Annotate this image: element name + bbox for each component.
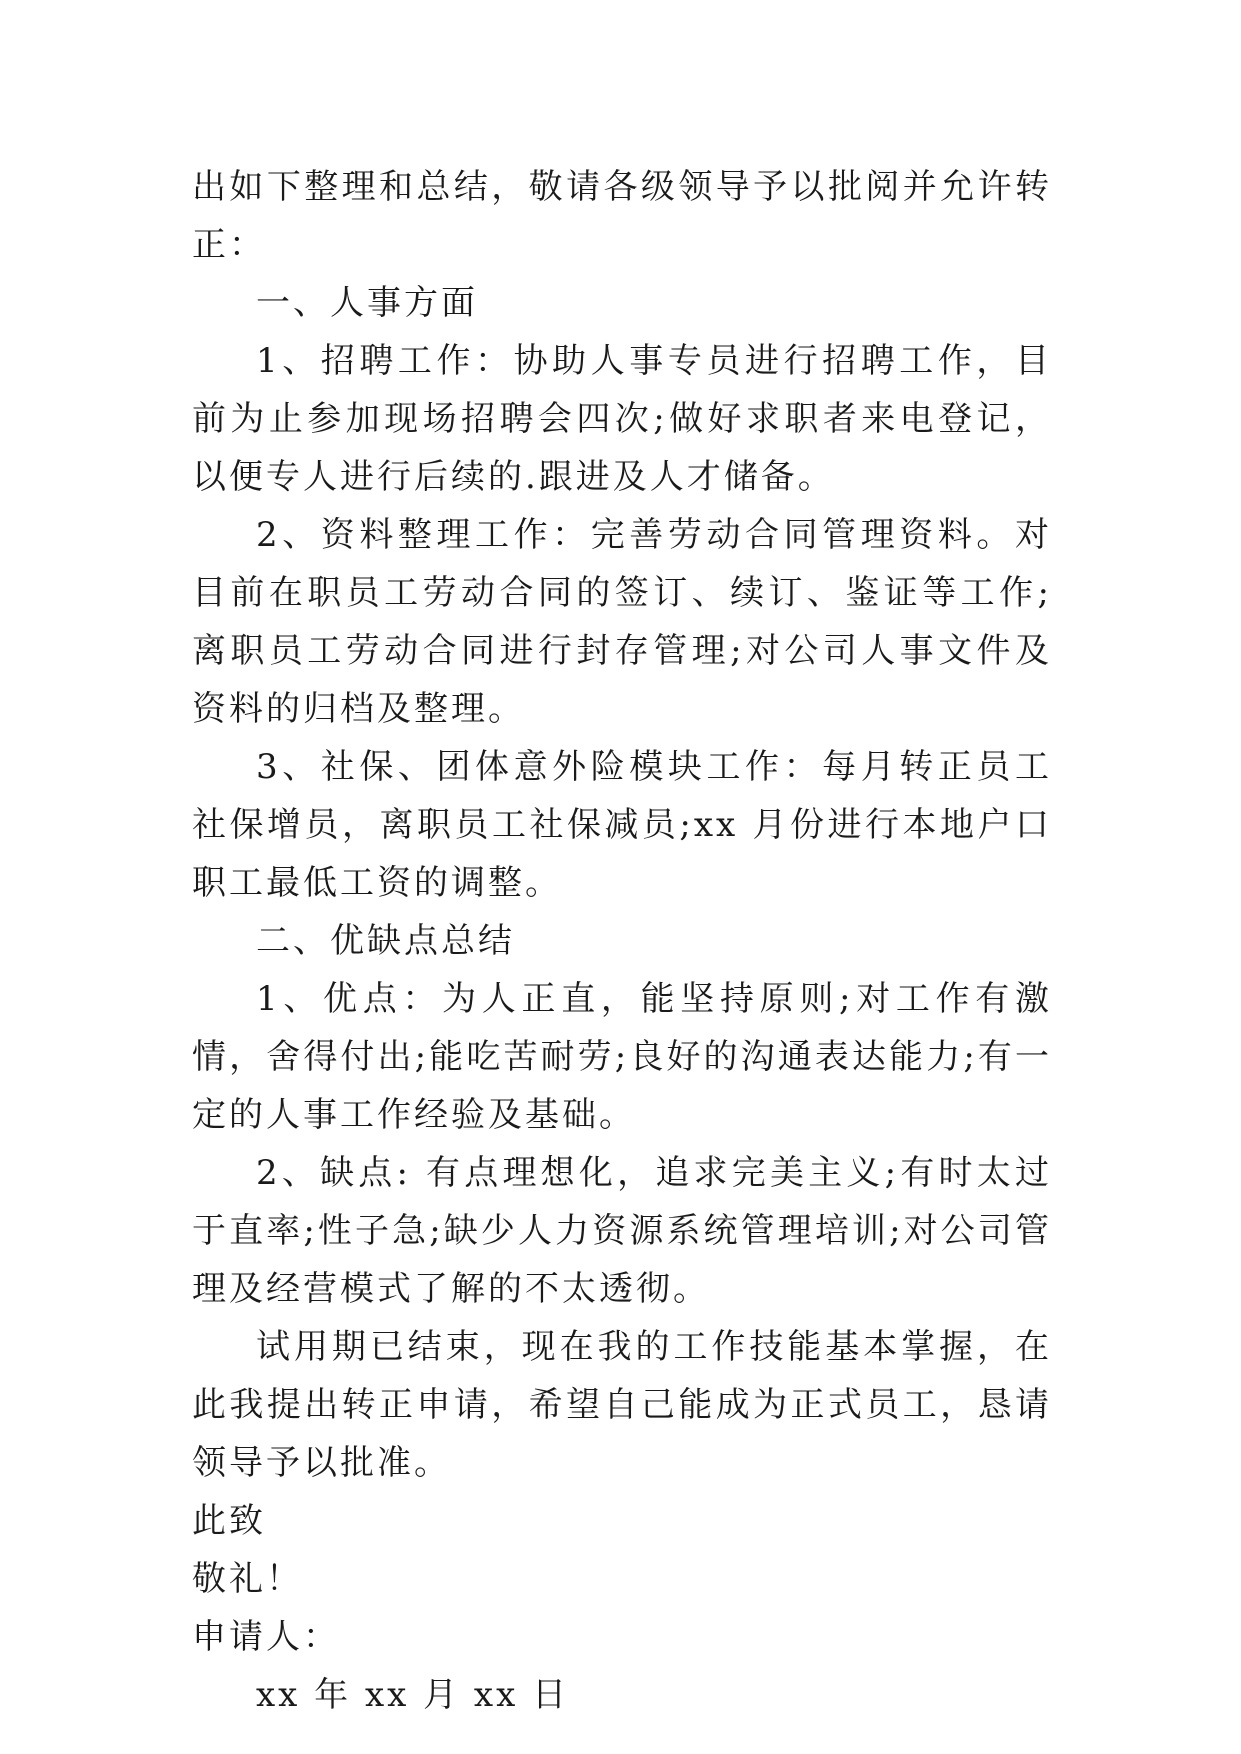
date-line: xx 年 xx 月 xx 日 bbox=[256, 1675, 570, 1715]
applicant-label: 申请人： bbox=[192, 1617, 340, 1657]
document-body bbox=[192, 158, 1052, 1724]
closing-salutation: 此致 bbox=[192, 1501, 266, 1541]
section-heading-personnel: 一、人事方面 bbox=[256, 283, 478, 323]
paragraph-records: 2、资料整理工作：完善劳动合同管理资料。对目前在职员工劳动合同的签订、续订、鉴证等工作;离职员工劳动合同进行封存管理;对公司人事文件及资料的归档及整理。 bbox=[192, 515, 1052, 729]
paragraph-strengths: 1、优点：为人正直，能坚持原则;对工作有激情，舍得付出;能吃苦耐劳;良好的沟通表达能力;有一定的人事工作经验及基础。 bbox=[192, 979, 1052, 1135]
paragraph-request: 试用期已结束，现在我的工作技能基本掌握，在此我提出转正申请，希望自己能成为正式员工，恳请领导予以批准。 bbox=[192, 1327, 1052, 1483]
paragraph-social-insurance: 3、社保、团体意外险模块工作：每月转正员工社保增员，离职员工社保减员;xx 月份进行本地户口职工最低工资的调整。 bbox=[192, 747, 1052, 903]
closing-regards: 敬礼！ bbox=[192, 1559, 303, 1599]
paragraph-weaknesses: 2、缺点: 有点理想化，追求完美主义;有时太过于直率;性子急;缺少人力资源系统管理培训;对公司管理及经营模式了解的不太透彻。 bbox=[192, 1153, 1052, 1309]
section-heading-strengths-weaknesses: 二、优缺点总结 bbox=[256, 921, 515, 961]
intro-paragraph: 出如下整理和总结，敬请各级领导予以批阅并允许转正： bbox=[192, 167, 1052, 265]
paragraph-recruitment: 1、招聘工作：协助人事专员进行招聘工作，目前为止参加现场招聘会四次;做好求职者来电登记，以便专人进行后续的.跟进及人才储备。 bbox=[192, 341, 1052, 497]
